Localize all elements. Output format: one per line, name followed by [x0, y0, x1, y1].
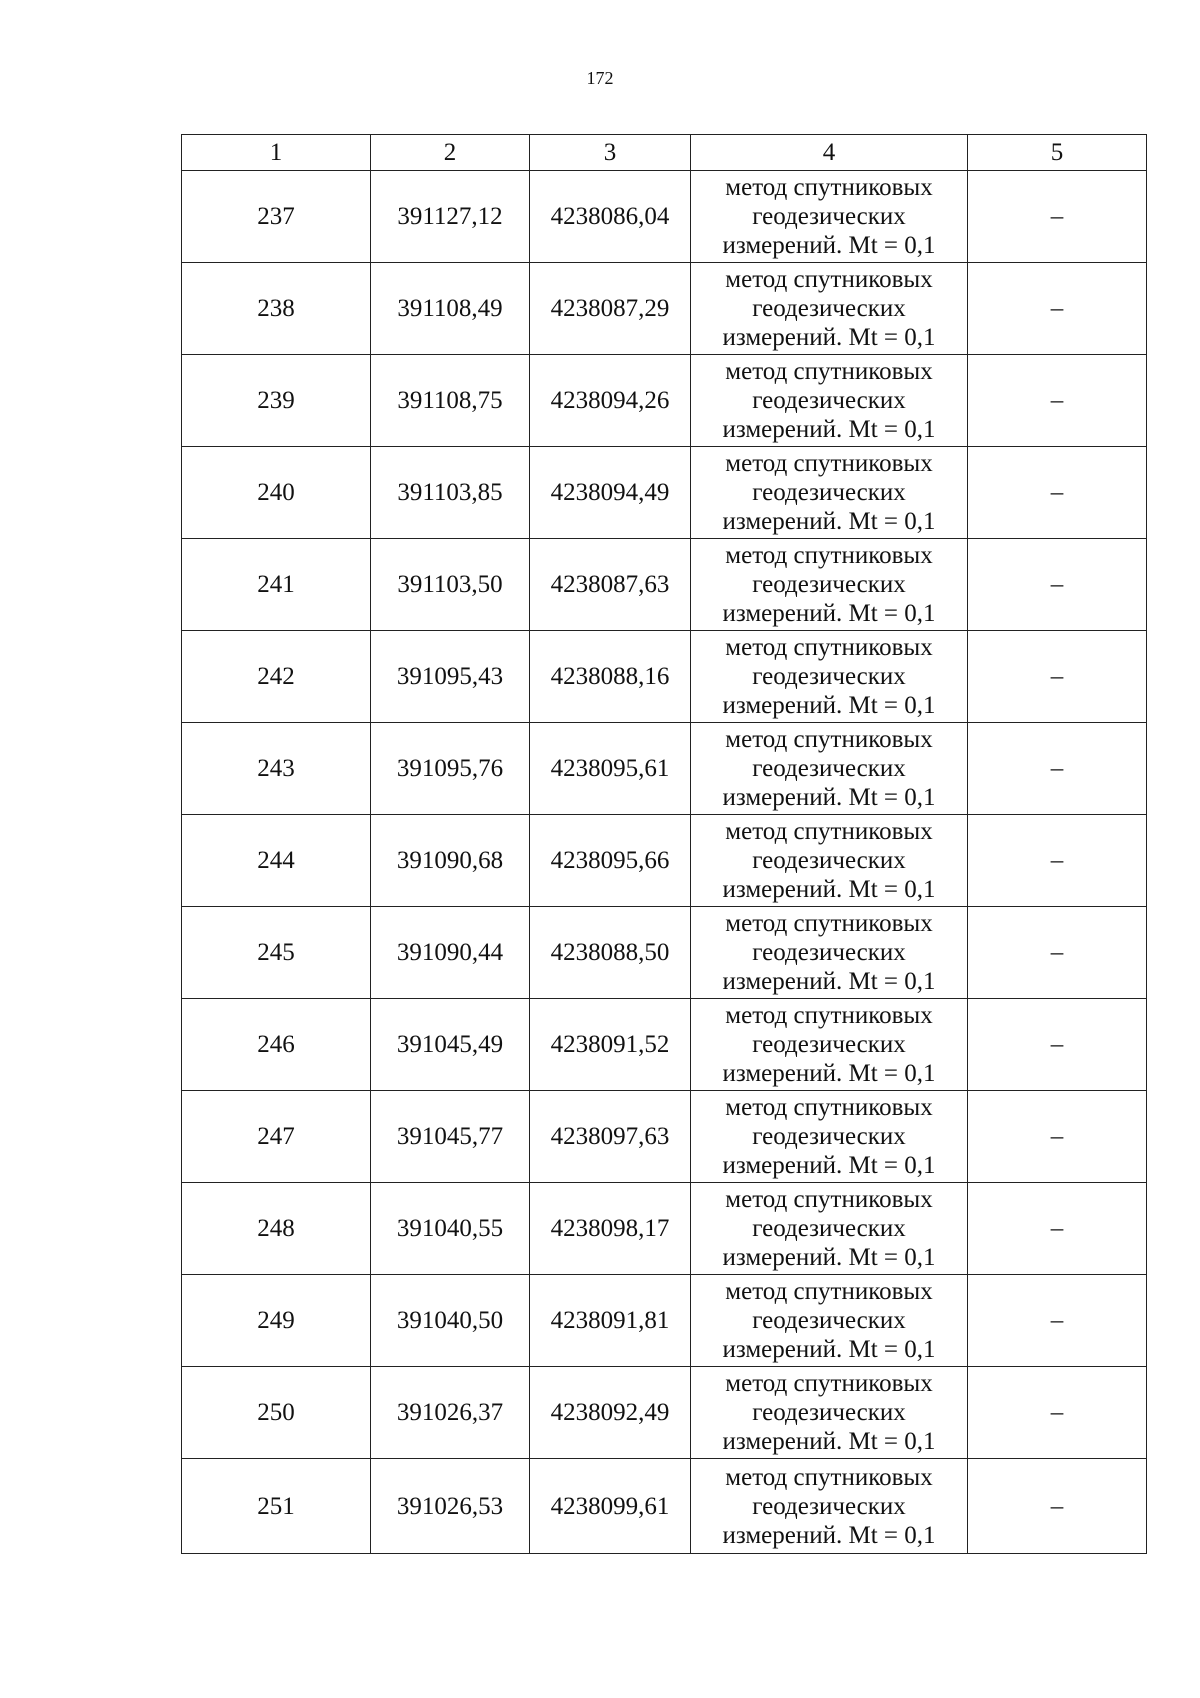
y-coordinate-cell: 4238091,81: [530, 1275, 691, 1367]
method-cell: [691, 355, 968, 447]
point-number-cell: 239: [182, 355, 371, 447]
note-cell: –: [968, 1459, 1147, 1554]
method-line: метод спутниковых: [725, 450, 933, 477]
y-coordinate-cell: 4238099,61: [530, 1459, 691, 1554]
method-line: метод спутниковых: [725, 1186, 933, 1213]
note-cell: –: [968, 1367, 1147, 1459]
y-coordinate-cell: 4238091,52: [530, 999, 691, 1091]
method-line: метод спутниковых: [725, 266, 933, 293]
table-row: [182, 999, 1147, 1091]
x-coordinate-cell: 391090,44: [371, 907, 530, 999]
y-coordinate-cell: 4238087,63: [530, 539, 691, 631]
point-number-cell: 246: [182, 999, 371, 1091]
method-line: метод спутниковых: [725, 818, 933, 845]
method-cell: [691, 539, 968, 631]
note-cell: –: [968, 539, 1147, 631]
method-line: геодезических: [752, 939, 906, 966]
table-row: [182, 1091, 1147, 1183]
x-coordinate-cell: 391103,50: [371, 539, 530, 631]
method-line: измерений. Mt = 0,1: [722, 416, 936, 443]
x-coordinate-cell: 391040,55: [371, 1183, 530, 1275]
method-cell: [691, 999, 968, 1091]
method-line: метод спутниковых: [725, 1094, 933, 1121]
x-coordinate-cell: 391095,76: [371, 723, 530, 815]
method-line: метод спутниковых: [725, 542, 933, 569]
y-coordinate-cell: 4238088,50: [530, 907, 691, 999]
table-row: [182, 355, 1147, 447]
method-line: измерений. Mt = 0,1: [722, 1060, 936, 1087]
page-number: 172: [586, 68, 614, 88]
point-number-cell: 237: [182, 171, 371, 263]
method-cell: [691, 1275, 968, 1367]
method-line: измерений. Mt = 0,1: [722, 1244, 936, 1271]
method-cell: [691, 1459, 968, 1554]
method-line: метод спутниковых: [725, 1463, 933, 1491]
note-cell: –: [968, 263, 1147, 355]
table-row: [182, 631, 1147, 723]
point-number-cell: 249: [182, 1275, 371, 1367]
point-number-cell: 245: [182, 907, 371, 999]
method-line: геодезических: [752, 1123, 906, 1150]
y-coordinate-cell: 4238092,49: [530, 1367, 691, 1459]
x-coordinate-cell: 391045,77: [371, 1091, 530, 1183]
method-cell: [691, 1183, 968, 1275]
point-number-cell: 248: [182, 1183, 371, 1275]
point-number-cell: 251: [182, 1459, 371, 1554]
method-line: измерений. Mt = 0,1: [722, 1428, 936, 1455]
method-line: измерений. Mt = 0,1: [722, 324, 936, 351]
method-cell: [691, 263, 968, 355]
method-line: геодезических: [752, 203, 906, 230]
coordinates-table: [181, 134, 1147, 1554]
table-row: [182, 1183, 1147, 1275]
method-line: измерений. Mt = 0,1: [722, 692, 936, 719]
note-cell: –: [968, 631, 1147, 723]
table-row: [182, 539, 1147, 631]
point-number-cell: 241: [182, 539, 371, 631]
method-cell: [691, 631, 968, 723]
method-line: метод спутниковых: [725, 174, 933, 201]
method-line: измерений. Mt = 0,1: [722, 600, 936, 627]
point-number-cell: 247: [182, 1091, 371, 1183]
y-coordinate-cell: 4238094,26: [530, 355, 691, 447]
method-line: метод спутниковых: [725, 1370, 933, 1397]
y-coordinate-cell: 4238098,17: [530, 1183, 691, 1275]
method-line: измерений. Mt = 0,1: [722, 232, 936, 259]
method-line: метод спутниковых: [725, 910, 933, 937]
note-cell: –: [968, 1091, 1147, 1183]
column-header-2: 2: [371, 135, 530, 171]
column-header-5: 5: [968, 135, 1147, 171]
method-line: геодезических: [752, 663, 906, 690]
y-coordinate-cell: 4238094,49: [530, 447, 691, 539]
method-cell: [691, 723, 968, 815]
point-number-cell: 244: [182, 815, 371, 907]
x-coordinate-cell: 391040,50: [371, 1275, 530, 1367]
method-line: измерений. Mt = 0,1: [722, 1152, 936, 1179]
note-cell: –: [968, 907, 1147, 999]
method-cell: [691, 171, 968, 263]
note-cell: –: [968, 1183, 1147, 1275]
point-number-cell: 250: [182, 1367, 371, 1459]
method-line: геодезических: [752, 1492, 906, 1520]
table-row: [182, 815, 1147, 907]
method-line: геодезических: [752, 571, 906, 598]
x-coordinate-cell: 391090,68: [371, 815, 530, 907]
method-line: геодезических: [752, 479, 906, 506]
x-coordinate-cell: 391045,49: [371, 999, 530, 1091]
note-cell: –: [968, 723, 1147, 815]
x-coordinate-cell: 391095,43: [371, 631, 530, 723]
note-cell: –: [968, 447, 1147, 539]
header-row: [182, 135, 1147, 171]
table-row: [182, 263, 1147, 355]
method-line: измерений. Mt = 0,1: [722, 1336, 936, 1363]
table-row: [182, 447, 1147, 539]
column-header-1: 1: [182, 135, 371, 171]
method-line: измерений. Mt = 0,1: [722, 876, 936, 903]
method-line: измерений. Mt = 0,1: [722, 508, 936, 535]
method-cell: [691, 907, 968, 999]
method-line: геодезических: [752, 1031, 906, 1058]
method-line: метод спутниковых: [725, 726, 933, 753]
note-cell: –: [968, 1275, 1147, 1367]
method-cell: [691, 1091, 968, 1183]
method-cell: [691, 815, 968, 907]
y-coordinate-cell: 4238087,29: [530, 263, 691, 355]
point-number-cell: 243: [182, 723, 371, 815]
y-coordinate-cell: 4238097,63: [530, 1091, 691, 1183]
method-line: метод спутниковых: [725, 1002, 933, 1029]
x-coordinate-cell: 391108,75: [371, 355, 530, 447]
method-line: метод спутниковых: [725, 358, 933, 385]
method-line: измерений. Mt = 0,1: [722, 968, 936, 995]
point-number-cell: 238: [182, 263, 371, 355]
y-coordinate-cell: 4238088,16: [530, 631, 691, 723]
method-line: геодезических: [752, 295, 906, 322]
x-coordinate-cell: 391108,49: [371, 263, 530, 355]
table-row: [182, 1275, 1147, 1367]
method-line: геодезических: [752, 755, 906, 782]
method-line: геодезических: [752, 1307, 906, 1334]
method-line: метод спутниковых: [725, 1278, 933, 1305]
table-row: [182, 171, 1147, 263]
x-coordinate-cell: 391103,85: [371, 447, 530, 539]
method-line: измерений. Mt = 0,1: [722, 784, 936, 811]
x-coordinate-cell: 391127,12: [371, 171, 530, 263]
method-line: геодезических: [752, 847, 906, 874]
column-header-4: 4: [691, 135, 968, 171]
note-cell: –: [968, 355, 1147, 447]
point-number-cell: 242: [182, 631, 371, 723]
point-number-cell: 240: [182, 447, 371, 539]
x-coordinate-cell: 391026,53: [371, 1459, 530, 1554]
table-row: [182, 907, 1147, 999]
table-row: [182, 1367, 1147, 1459]
note-cell: –: [968, 815, 1147, 907]
method-line: измерений. Mt = 0,1: [722, 1521, 936, 1549]
column-header-3: 3: [530, 135, 691, 171]
y-coordinate-cell: 4238095,61: [530, 723, 691, 815]
note-cell: –: [968, 171, 1147, 263]
method-line: геодезических: [752, 1215, 906, 1242]
method-cell: [691, 1367, 968, 1459]
y-coordinate-cell: 4238095,66: [530, 815, 691, 907]
table-row: [182, 1459, 1147, 1554]
method-cell: [691, 447, 968, 539]
table-row: [182, 723, 1147, 815]
method-line: геодезических: [752, 387, 906, 414]
x-coordinate-cell: 391026,37: [371, 1367, 530, 1459]
method-line: метод спутниковых: [725, 634, 933, 661]
note-cell: –: [968, 999, 1147, 1091]
y-coordinate-cell: 4238086,04: [530, 171, 691, 263]
method-line: геодезических: [752, 1399, 906, 1426]
